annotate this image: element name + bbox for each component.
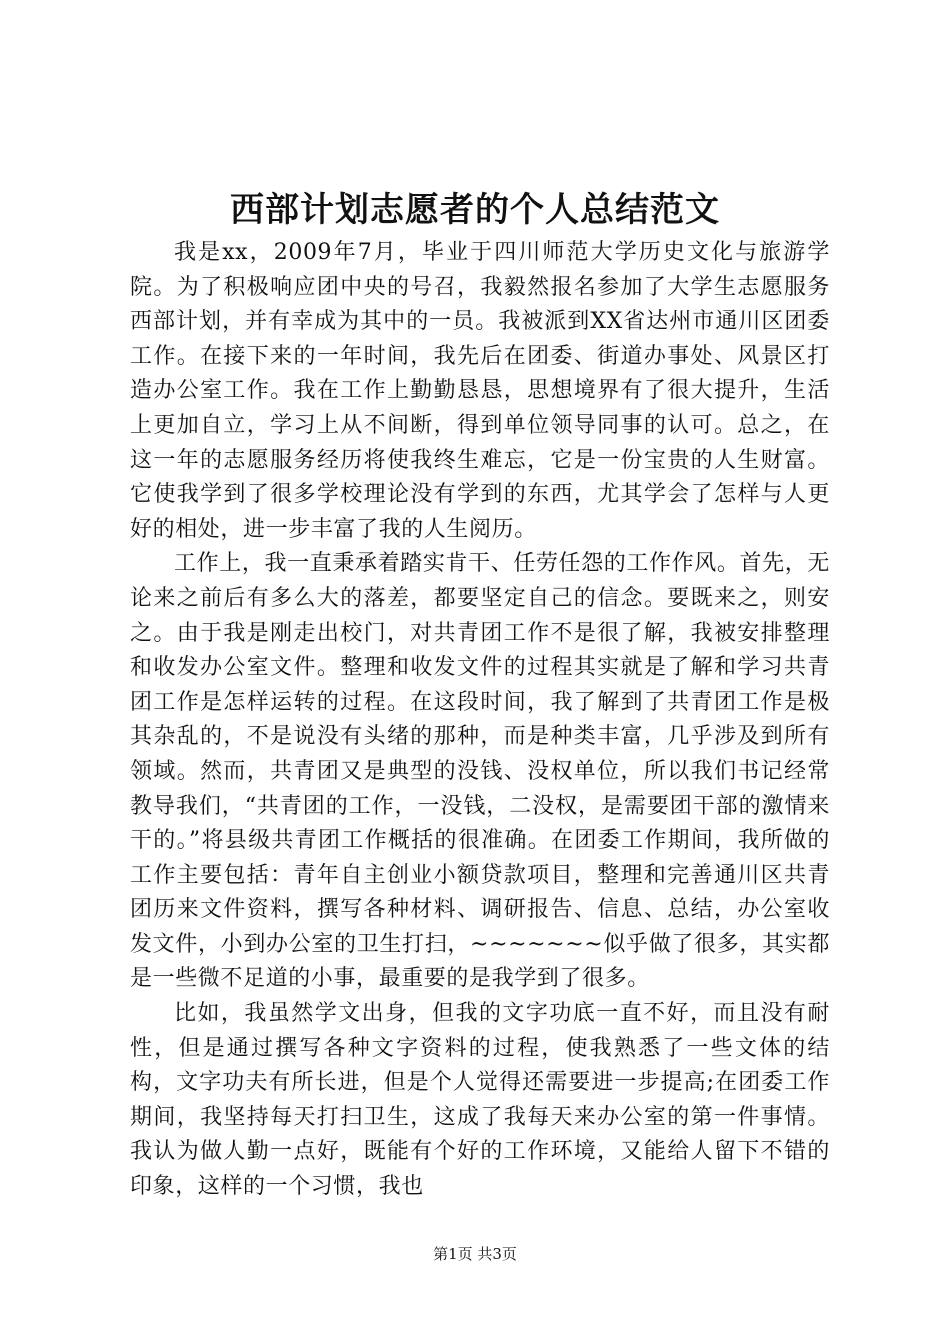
document-title: 西部计划志愿者的个人总结范文 <box>230 190 720 230</box>
paragraph-2: 工作上，我一直秉承着踏实肯干、任劳任怨的工作作风。首先，无论来之前后有多么大的落差，都要坚定自己的信念。要既来之，则安之。由于我是刚走出校门，对共青团工作不是很了解，我被安排整理和收发办公室文件。整理和收发文件的过程其实就是了解和学习共青团工作是怎样运转的过程。在这段时间，我了解到了共青团工作是极其杂乱的，不是说没有头绪的那种，而是种类丰富，几乎涉及到所有领域。然而，共青团又是典型的没钱、没权单位，所以我们书记经常教导我们，“共青团的工作，一没钱，二没权，是需要团干部的激情来干的。”将县级共青团工作概括的很准确。在团委工作期间，我所做的工作主要包括：青年自主创业小额贷款项目，整理和完善通川区共青团历来文件资料，撰写各种材料、调研报告、信息、总结，办公室收发文件，小到办公室的卫生打扫，~~~~~~~似乎做了很多，其实都是一些微不足道的小事，最重要的是我学到了很多。 <box>130 551 830 992</box>
paragraph-3: 比如，我虽然学文出身，但我的文字功底一直不好，而且没有耐性，但是通过撰写各种文字资料的过程，使我熟悉了一些文体的结构，文字功夫有所长进，但是个人觉得还需要进一步提高;在团委工作期间，我坚持每天打扫卫生，这成了我每天来办公室的第一件事情。我认为做人勤一点好，既能有个好的工作环境，又能给人留下不错的印象，这样的一个习惯，我也 <box>130 1001 830 1200</box>
page-footer: 第1页 共3页 <box>433 1245 517 1263</box>
document-body <box>130 236 830 1205</box>
paragraph-1: 我是xx，2009年7月，毕业于四川师范大学历史文化与旅游学院。为了积极响应团中央的号召，我毅然报名参加了大学生志愿服务西部计划，并有幸成为其中的一员。我被派到XX省达州市通川区团委工作。在接下来的一年时间，我先后在团委、街道办事处、风景区打造办公室工作。我在工作上勤勤恳恳，思想境界有了很大提升，生活上更加自立，学习上从不间断，得到单位领导同事的认可。总之，在这一年的志愿服务经历将使我终生难忘，它是一份宝贵的人生财富。它使我学到了很多学校理论没有学到的东西，尤其学会了怎样与人更好的相处，进一步丰富了我的人生阅历。 <box>130 240 830 542</box>
